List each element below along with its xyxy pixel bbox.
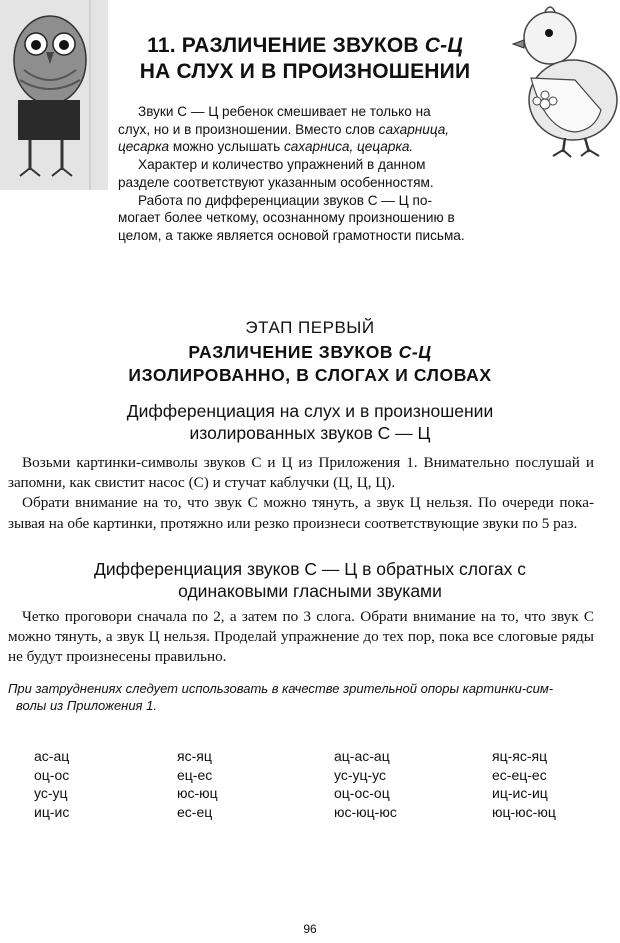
intro-paragraph-1	[118, 103, 465, 156]
syllable-column-3	[334, 747, 397, 821]
hint-note-line1: При затруднениях следует использовать в качестве зрительной опоры картинки-сим-	[8, 681, 554, 696]
chapter-title	[100, 33, 510, 85]
section2-text	[8, 607, 594, 668]
stage-label: ЭТАП ПЕРВЫЙ	[245, 318, 375, 337]
stage-title-line2: ИЗОЛИРОВАННО, В СЛОГАХ И СЛОВАХ	[128, 365, 492, 385]
syllable-item: оц-ос	[34, 766, 70, 783]
chapter-title-line1: 11. РАЗЛИЧЕНИЕ ЗВУКОВ	[147, 34, 425, 57]
syllable-column-4	[492, 747, 556, 821]
intro-p1-text-b: можно услышать	[169, 139, 284, 155]
syllable-item: иц-ис-иц	[492, 785, 548, 801]
syllable-item: ац-ас-ац	[334, 748, 390, 764]
intro-p1-example-2: сахарниса, цецарка.	[283, 139, 414, 155]
syllable-item: иц-ис	[34, 803, 70, 820]
intro-text	[118, 103, 465, 245]
syllable-item: юц-юс-юц	[492, 803, 556, 820]
intro-p1-text-a: Звуки С — Ц ребенок смешивает не только на слух, но и в произношении. Вместо слов	[118, 104, 431, 137]
syllable-item: оц-ос-оц	[334, 785, 390, 801]
syllable-item: ус-уц	[34, 785, 68, 801]
chick-illustration	[505, 0, 620, 165]
owl-illustration	[0, 0, 108, 190]
chapter-title-sounds: С-Ц	[424, 34, 463, 57]
section2-heading	[0, 558, 620, 602]
syllable-item: ус-уц-ус	[334, 766, 387, 783]
section1-paragraph-1: Возьми картинки-символы звуков С и Ц из Приложения 1. Внимательно послушай и запомни, как свистит насос (С) и стучат каблучки (Ц, Ц, Ц).	[8, 454, 594, 492]
syllable-item: юс-юц	[177, 785, 218, 801]
syllable-item: юс-юц-юс	[334, 803, 397, 820]
section1-text	[8, 453, 594, 534]
chapter-title-line2: НА СЛУХ И В ПРОИЗНОШЕНИИ	[139, 60, 471, 83]
section2-paragraph-1: Четко проговори сначала по 2, а затем по 3 слога. Обрати внимание на то, что звук С можно тянуть, а звук Ц нельзя. Проделай упражнение до тех пор, пока все слоговые ряды не будут произнесены правильно.	[8, 608, 594, 666]
syllable-column-2	[177, 747, 218, 821]
syllable-item: ас-ац	[34, 748, 70, 764]
page-number: 96	[303, 922, 317, 936]
syllable-item: ец-ес	[177, 766, 213, 783]
syllable-item: ес-ец-ес	[492, 766, 547, 783]
syllable-item: ес-ец	[177, 803, 213, 820]
section1-paragraph-2: Обрати внимание на то, что звук С можно тянуть, а звук Ц нельзя. По очереди показывая на обе картинки, протяжно или резко произнеси соответствующие звуки по 5 раз.	[8, 494, 594, 532]
section2-heading-line2: одинаковыми гласными звуками	[178, 581, 442, 601]
stage-title-sounds: С-Ц	[398, 342, 432, 362]
section2-heading-line1: Дифференциация звуков С — Ц в обратных слогах с	[94, 559, 526, 579]
section1-heading	[0, 400, 620, 444]
stage-title	[0, 341, 620, 387]
intro-paragraph-3: Работа по дифференциации звуков С — Ц помогает более четкому, осознанному произношению в целом, а также является основой грамотности письма.	[118, 192, 465, 243]
section1-heading-line1: Дифференциация на слух и в произношении	[126, 401, 494, 421]
stage-title-line1: РАЗЛИЧЕНИЕ ЗВУКОВ	[188, 342, 399, 362]
intro-p1-example-1: сахарница, цесарка	[118, 121, 450, 155]
syllable-item: яс-яц	[177, 748, 212, 764]
hint-note-line2: волы из Приложения 1.	[16, 698, 157, 713]
section1-heading-line2: изолированных звуков С — Ц	[189, 423, 431, 443]
intro-paragraph-2: Характер и количество упражнений в данном разделе соответствуют указанным особенностям.	[118, 157, 434, 190]
syllable-item: яц-яс-яц	[492, 748, 548, 764]
syllable-column-1	[34, 747, 69, 821]
hint-note	[8, 680, 588, 714]
